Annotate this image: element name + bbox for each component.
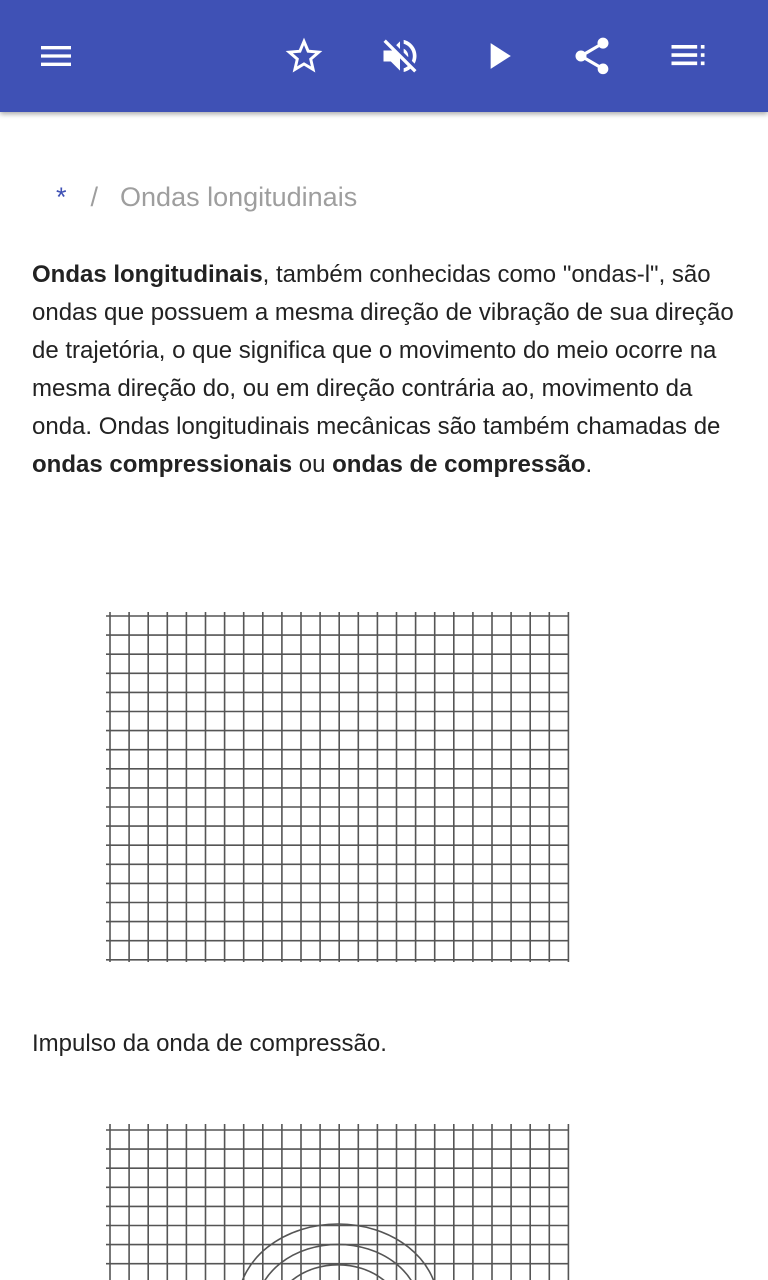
menu-button[interactable] <box>26 26 86 86</box>
mute-button[interactable] <box>370 26 430 86</box>
star-outline-icon <box>282 34 326 78</box>
breadcrumb-separator: / <box>90 182 99 212</box>
share-icon <box>570 34 614 78</box>
playlist-icon <box>666 34 710 78</box>
breadcrumb <box>56 182 357 213</box>
breadcrumb-home[interactable]: * <box>56 182 67 212</box>
intro-text: . <box>585 451 593 478</box>
app-toolbar <box>0 0 768 112</box>
play-button[interactable] <box>468 26 528 86</box>
term-bold: ondas compressionais <box>32 451 293 478</box>
breadcrumb-current: Ondas longitudinais <box>120 182 358 212</box>
contents-button[interactable] <box>658 26 718 86</box>
intro-text: ou <box>292 451 333 478</box>
menu-icon <box>36 36 76 76</box>
compression-wave-figure[interactable] <box>106 612 570 964</box>
intro-text: , também conhecidas como "ondas-l", são ondas que possuem a mesma direção de vibração de sua direção de trajetória, o que significa que o movimento do meio ocorre na mesma direção do, ou em direção contrária ao, movimento da onda. Ondas longitudinais mecânicas são também chamadas de <box>32 261 734 440</box>
spherical-wave-figure[interactable] <box>106 1124 570 1280</box>
figure-caption: Impulso da onda de compressão. <box>32 1030 387 1057</box>
article-intro-paragraph <box>32 256 742 484</box>
favorite-button[interactable] <box>274 26 334 86</box>
term-bold: Ondas longitudinais <box>32 261 263 288</box>
play-icon <box>476 34 520 78</box>
volume-off-icon <box>378 34 422 78</box>
term-bold: ondas de compressão <box>332 451 586 478</box>
share-button[interactable] <box>562 26 622 86</box>
